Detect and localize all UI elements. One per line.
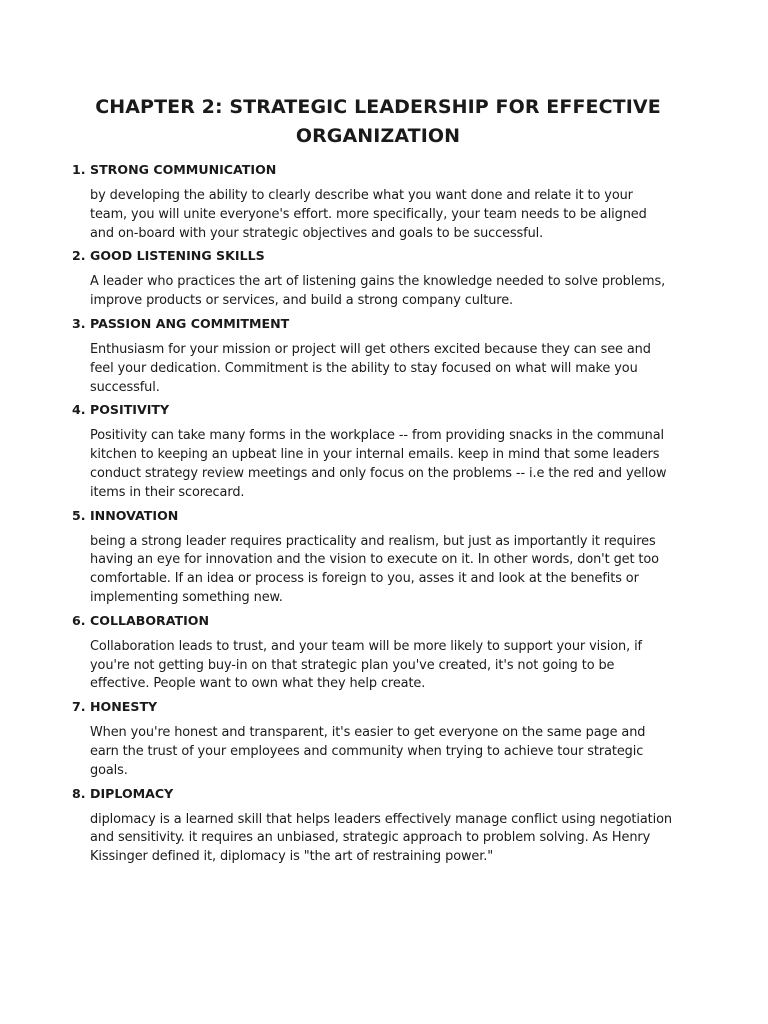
section-heading (72, 247, 672, 265)
section-heading (72, 785, 672, 803)
section-heading (72, 698, 672, 716)
section-heading-text: STRONG COMMUNICATION (90, 162, 277, 177)
section-heading-text: PASSION ANG COMMITMENT (90, 315, 290, 331)
section-body: being a strong leader requires practicality and realism, but just as importantly it requires having an eye for innovation and the vision to execute on it. In other words, don't get too comfortable. If an idea or process is foreign to you, asses it and look at the benefits or implementing something new. (90, 533, 659, 605)
section-item (72, 785, 672, 867)
section-body: by developing the ability to clearly describe what you want done and relate it to your team, you will unite everyone's effort. more specifically, your team needs to be aligned and on-board with your strategic objectives and goals to be successful. (90, 188, 647, 241)
section-body: When you're honest and transparent, it's easier to get everyone on the same page and earn the trust of your employees and community when trying to achieve tour strategic goals. (90, 725, 646, 778)
section-heading-text: POSITIVITY (90, 402, 170, 418)
section-item (72, 315, 672, 397)
section-number: 2. (72, 248, 86, 264)
section-item (72, 401, 672, 502)
section-number: 4. (72, 402, 86, 418)
section-body: Collaboration leads to trust, and your team will be more likely to support your vision, if you're not getting buy-in on that strategic plan you've created, it's not going to be effective. People want to own what they help create. (90, 638, 642, 692)
section-number: 6. (72, 612, 86, 628)
section-number: 8. (72, 785, 86, 801)
section-heading-text: GOOD LISTENING SKILLS (90, 248, 265, 264)
section-heading-text: COLLABORATION (90, 612, 210, 628)
section-list (72, 161, 672, 867)
section-body: Enthusiasm for your mission or project will get others excited because they can see and feel your dedication. Commitment is the ability to stay focused on what will make you successful. (90, 341, 651, 395)
section-heading (72, 612, 672, 630)
section-number: 1. (72, 162, 86, 177)
section-body: A leader who practices the art of listening gains the knowledge needed to solve problems, improve products or services, and build a strong company culture. (90, 274, 666, 309)
section-item (72, 507, 672, 608)
section-number: 7. (72, 699, 86, 715)
section-body: diplomacy is a learned skill that helps leaders effectively manage conflict using negotiation and sensitivity. it requires an unbiased, strategic approach to problem solving. As Henry Kissinger defined it, diplomacy is "the art of restraining power." (90, 811, 672, 865)
section-heading (72, 315, 672, 333)
section-heading-text: INNOVATION (90, 507, 179, 523)
section-heading (72, 401, 672, 419)
section-item (72, 612, 672, 694)
chapter-title: CHAPTER 2: STRATEGIC LEADERSHIP FOR EFFECTIVE ORGANIZATION (95, 96, 661, 147)
section-item (72, 161, 672, 243)
section-number: 5. (72, 507, 86, 523)
section-item (72, 247, 672, 311)
section-heading-text: HONESTY (90, 699, 158, 715)
section-heading (72, 507, 672, 525)
section-heading-text: DIPLOMACY (90, 785, 174, 801)
section-number: 3. (72, 315, 86, 331)
section-body: Positivity can take many forms in the workplace -- from providing snacks in the communal kitchen to keeping an upbeat line in your internal emails. keep in mind that some leaders conduct strategy review meetings and only focus on the problems -- i.e the red and yellow items in their scorecard. (90, 428, 667, 500)
section-heading (72, 161, 672, 179)
section-item (72, 698, 672, 780)
